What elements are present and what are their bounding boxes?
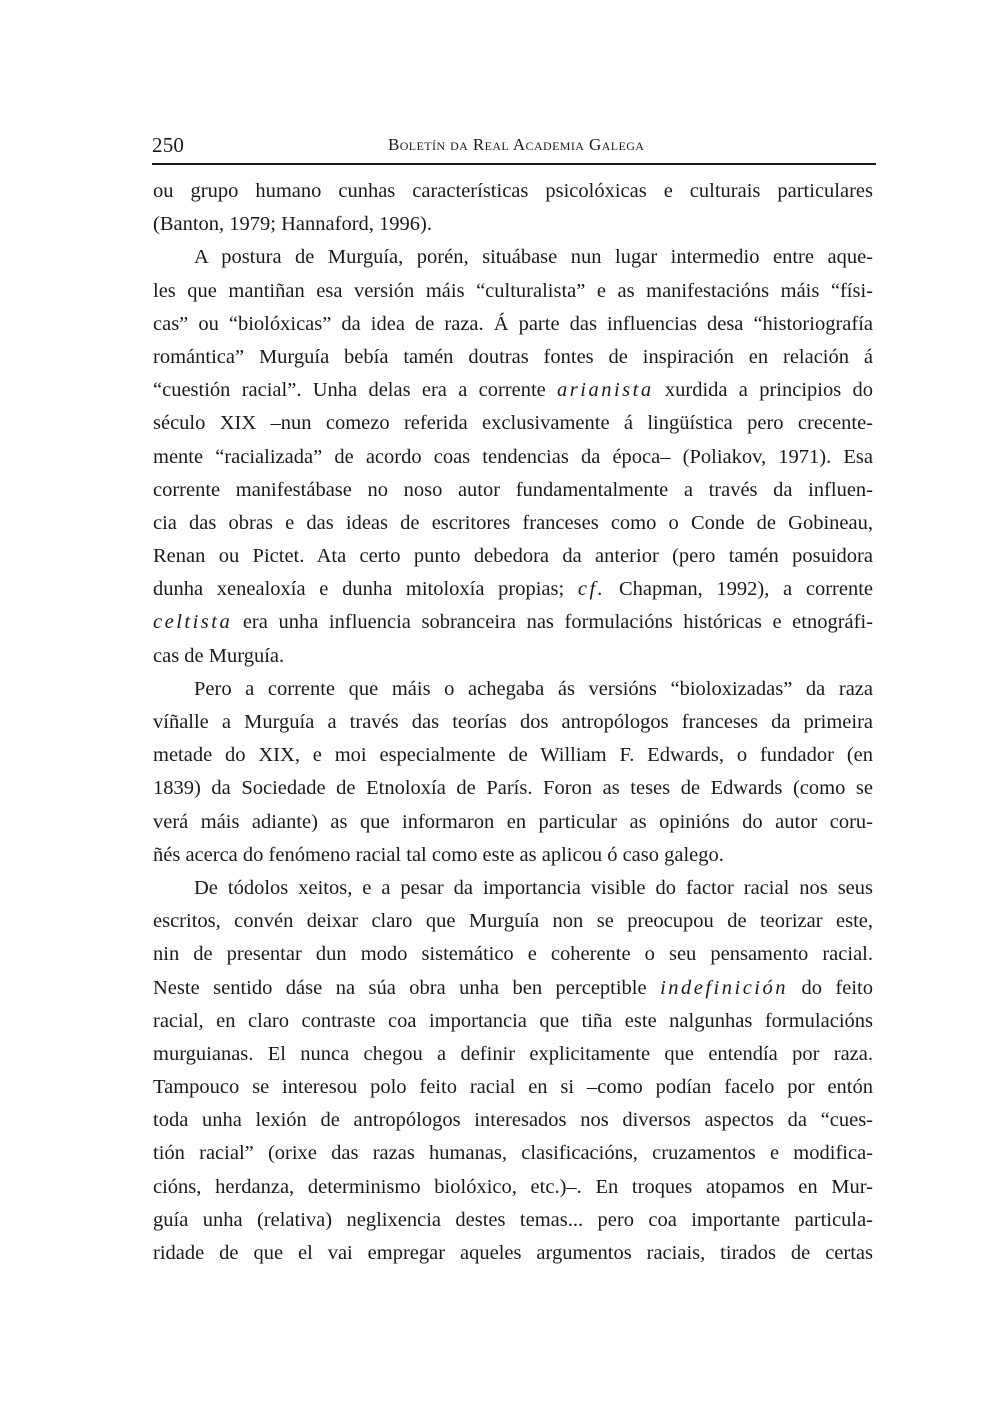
text-line: verá máis adiante) as que informaron en particular as opinións do autor coru-: [153, 810, 873, 833]
text-line: Renan ou Pictet. Ata certo punto debedora da anterior (pero tamén posuidora: [153, 545, 873, 568]
text-line: De tódolos xeitos, e a pesar da importancia visible do factor racial nos seus: [194, 876, 873, 899]
text-line: dunha xenealoxía e dunha mitoloxía propias; cf. Chapman, 1992), a corrente: [153, 578, 873, 601]
text-line: toda unha lexión de antropólogos interesados nos diversos aspectos da “cues-: [153, 1109, 873, 1132]
text-line: 1839) da Sociedade de Etnoloxía de París. Foron as teses de Edwards (como se: [153, 777, 873, 800]
text-line: romántica” Murguía bebía tamén doutras fontes de inspiración en relación á: [153, 345, 873, 368]
text-line: guía unha (relativa) neglixencia destes temas... pero coa importante particula-: [153, 1208, 873, 1231]
text-line: Neste sentido dáse na súa obra unha ben perceptible indefinición do feito: [153, 976, 873, 999]
text-line: cas” ou “biolóxicas” da idea de raza. Á parte das influencias desa “historiografía: [153, 312, 873, 335]
text-line: corrente manifestábase no noso autor fundamentalmente a través da influen-: [153, 478, 873, 501]
emphasis-indefinicion: indefinición: [660, 976, 788, 999]
text-line: tión racial” (orixe das razas humanas, clasificacións, cruzamentos e modifica-: [153, 1142, 873, 1165]
text-line: víñalle a Murguía a través das teorías dos antropólogos franceses da primeira: [153, 711, 873, 733]
text-line: les que mantiñan esa versión máis “culturalista” e as manifestacións máis “físi-: [153, 279, 873, 302]
text-line: nin de presentar dun modo sistemático e coherente o seu pensamento racial.: [153, 943, 873, 966]
running-title: Boletín da Real Academia Galega: [388, 135, 645, 154]
text-line: cións, herdanza, determinismo biolóxico, etc.)–. En troques atopamos en Mur-: [153, 1175, 873, 1198]
text-line: cia das obras e das ideas de escritores franceses como o Conde de Gobineau,: [153, 511, 873, 534]
text-line: A postura de Murguía, porén, situábase nun lugar intermedio entre aque-: [194, 246, 873, 269]
text-line: mente “racializada” de acordo coas tendencias da época– (Poliakov, 1971). Esa: [153, 445, 873, 468]
body-text: [153, 175, 873, 1270]
text-line: celtista era unha influencia sobranceira nas formulacións históricas e etnográfi-: [153, 611, 873, 634]
page-number: 250: [152, 133, 185, 157]
emphasis-cf: cf.: [577, 578, 606, 601]
text-line: cas de Murguía.: [153, 644, 285, 667]
text-line: metade do XIX, e moi especialmente de William F. Edwards, o fundador (en: [153, 744, 873, 767]
text-line: racial, en claro contraste coa importancia que tiña este nalgunhas formulacións: [153, 1009, 873, 1032]
text-line: ñés acerca do fenómeno racial tal como este as aplicou ó caso galego.: [153, 843, 724, 866]
text-line: ou grupo humano cunhas características psicolóxicas e culturais particulares: [153, 180, 873, 202]
text-line: escritos, convén deixar claro que Murguía non se preocupou de teorizar este,: [153, 910, 873, 933]
text-line: ridade de que el vai empregar aqueles argumentos raciais, tirados de certas: [153, 1242, 873, 1264]
text-line: murguianas. El nunca chegou a definir explicitamente que entendía por raza.: [153, 1042, 873, 1065]
text-line: Tampouco se interesou polo feito racial en si –como podían facelo por entón: [153, 1076, 873, 1099]
text-line: século XIX –nun comezo referida exclusivamente á lingüística pero crecente-: [153, 412, 873, 435]
emphasis-celtista: celtista: [153, 611, 233, 634]
emphasis-arianista: arianista: [557, 379, 654, 402]
text-line: “cuestión racial”. Unha delas era a corrente arianista xurdida a principios do: [153, 379, 873, 402]
page-header: [152, 127, 876, 165]
text-line: (Banton, 1979; Hannaford, 1996).: [153, 213, 432, 236]
text-line: Pero a corrente que máis o achegaba ás versións “bioloxizadas” da raza: [194, 677, 873, 700]
